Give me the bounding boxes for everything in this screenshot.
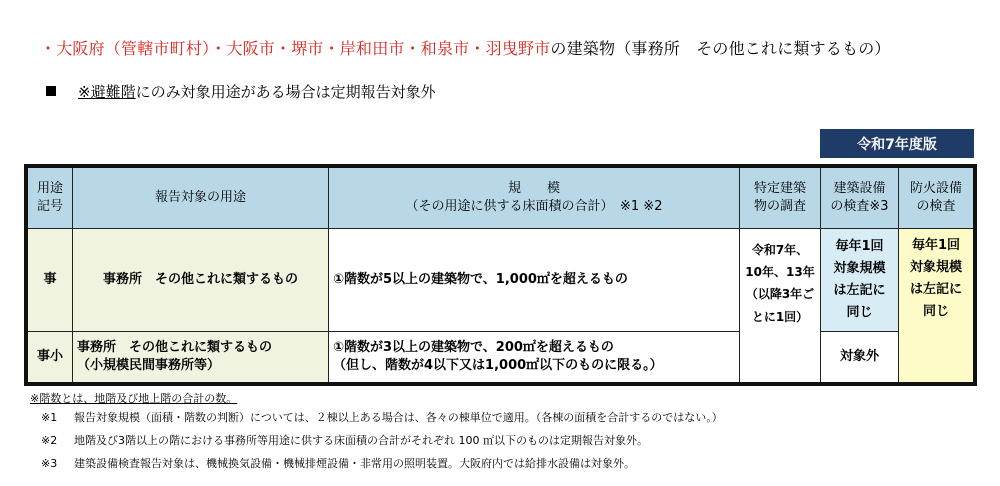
footnote-1-text: 報告対象規模（面積・階数の判断）については、２棟以上ある場合は、各々の棟単位で適用。（各棟の面積を合計するのではない。） [74,411,723,424]
special-survey-schedule: 令和7年、 10年、13年 （以降3年ご とに1回） [740,229,821,382]
footnote-3-mark: ※3 [41,457,58,470]
header-code: 用途 記号 [28,168,73,229]
header-use: 報告対象の用途 [73,168,329,229]
square-bullet-icon [46,86,56,96]
row1-code: 事 [28,229,73,332]
header-equipment-inspection: 建築設備 の検査※3 [821,168,899,229]
footnote-1 [41,409,723,425]
row1-scale: ①階数が5以上の建築物で、1,000㎡を超えるもの [329,229,740,332]
footnote-2-text: 地階及び3階以上の階における事務所等用途に供する床面積の合計がそれぞれ 100 ㎡以下のものは定期報告対象外。 [74,434,648,447]
equipment-inspection-value: 毎年1回 対象規模 は左記に 同じ [821,229,899,332]
page-title [40,36,891,59]
report-table [24,164,977,386]
row2-scale: ①階数が3以上の建築物で、200㎡を超えるもの （但し、階数が4以下又は1,000㎡以下のものに限る。） [329,332,740,382]
note-underlined: ※避難階 [78,83,136,101]
fire-inspection-value: 毎年1回 対象規模 は左記に 同じ [899,229,973,382]
header-special-survey: 特定建築 物の調査 [740,168,821,229]
floors-footnote: ※階数とは、地階及び地上階の合計の数。 [30,392,238,405]
row2-use: 事務所 その他これに類するもの （小規模民間事務所等） [73,332,329,382]
header-scale-title: 規 模 [507,181,560,197]
header-scale-subtitle: （その用途に供する床面積の合計） ※1 ※2 [405,199,663,214]
row1-use: 事務所 その他これに類するもの [73,229,329,332]
footnote-1-mark: ※1 [41,411,58,424]
note-rest: にのみ対象用途がある場合は定期報告対象外 [135,83,436,101]
edition-badge: 令和7年度版 [820,129,974,158]
title-jurisdictions: ・大阪府（管轄市町村）・大阪市・堺市・岸和田市・和泉市・羽曳野市 [40,39,551,58]
header-fire-inspection: 防火設備 の検査 [899,168,973,229]
header-scale [329,168,740,229]
equipment-inspection-small: 対象外 [821,332,899,382]
title-building-type: の建築物（事務所 その他これに類するもの） [550,39,891,58]
footnote-2 [41,432,648,448]
footnote-2-mark: ※2 [41,434,58,447]
footnote-3 [41,455,635,471]
evacuation-floor-note [46,81,436,102]
row2-code: 事小 [28,332,73,382]
footnote-3-text: 建築設備検査報告対象は、機械換気設備・機械排煙設備・非常用の照明装置。大阪府内では給排水設備は対象外。 [74,457,635,470]
